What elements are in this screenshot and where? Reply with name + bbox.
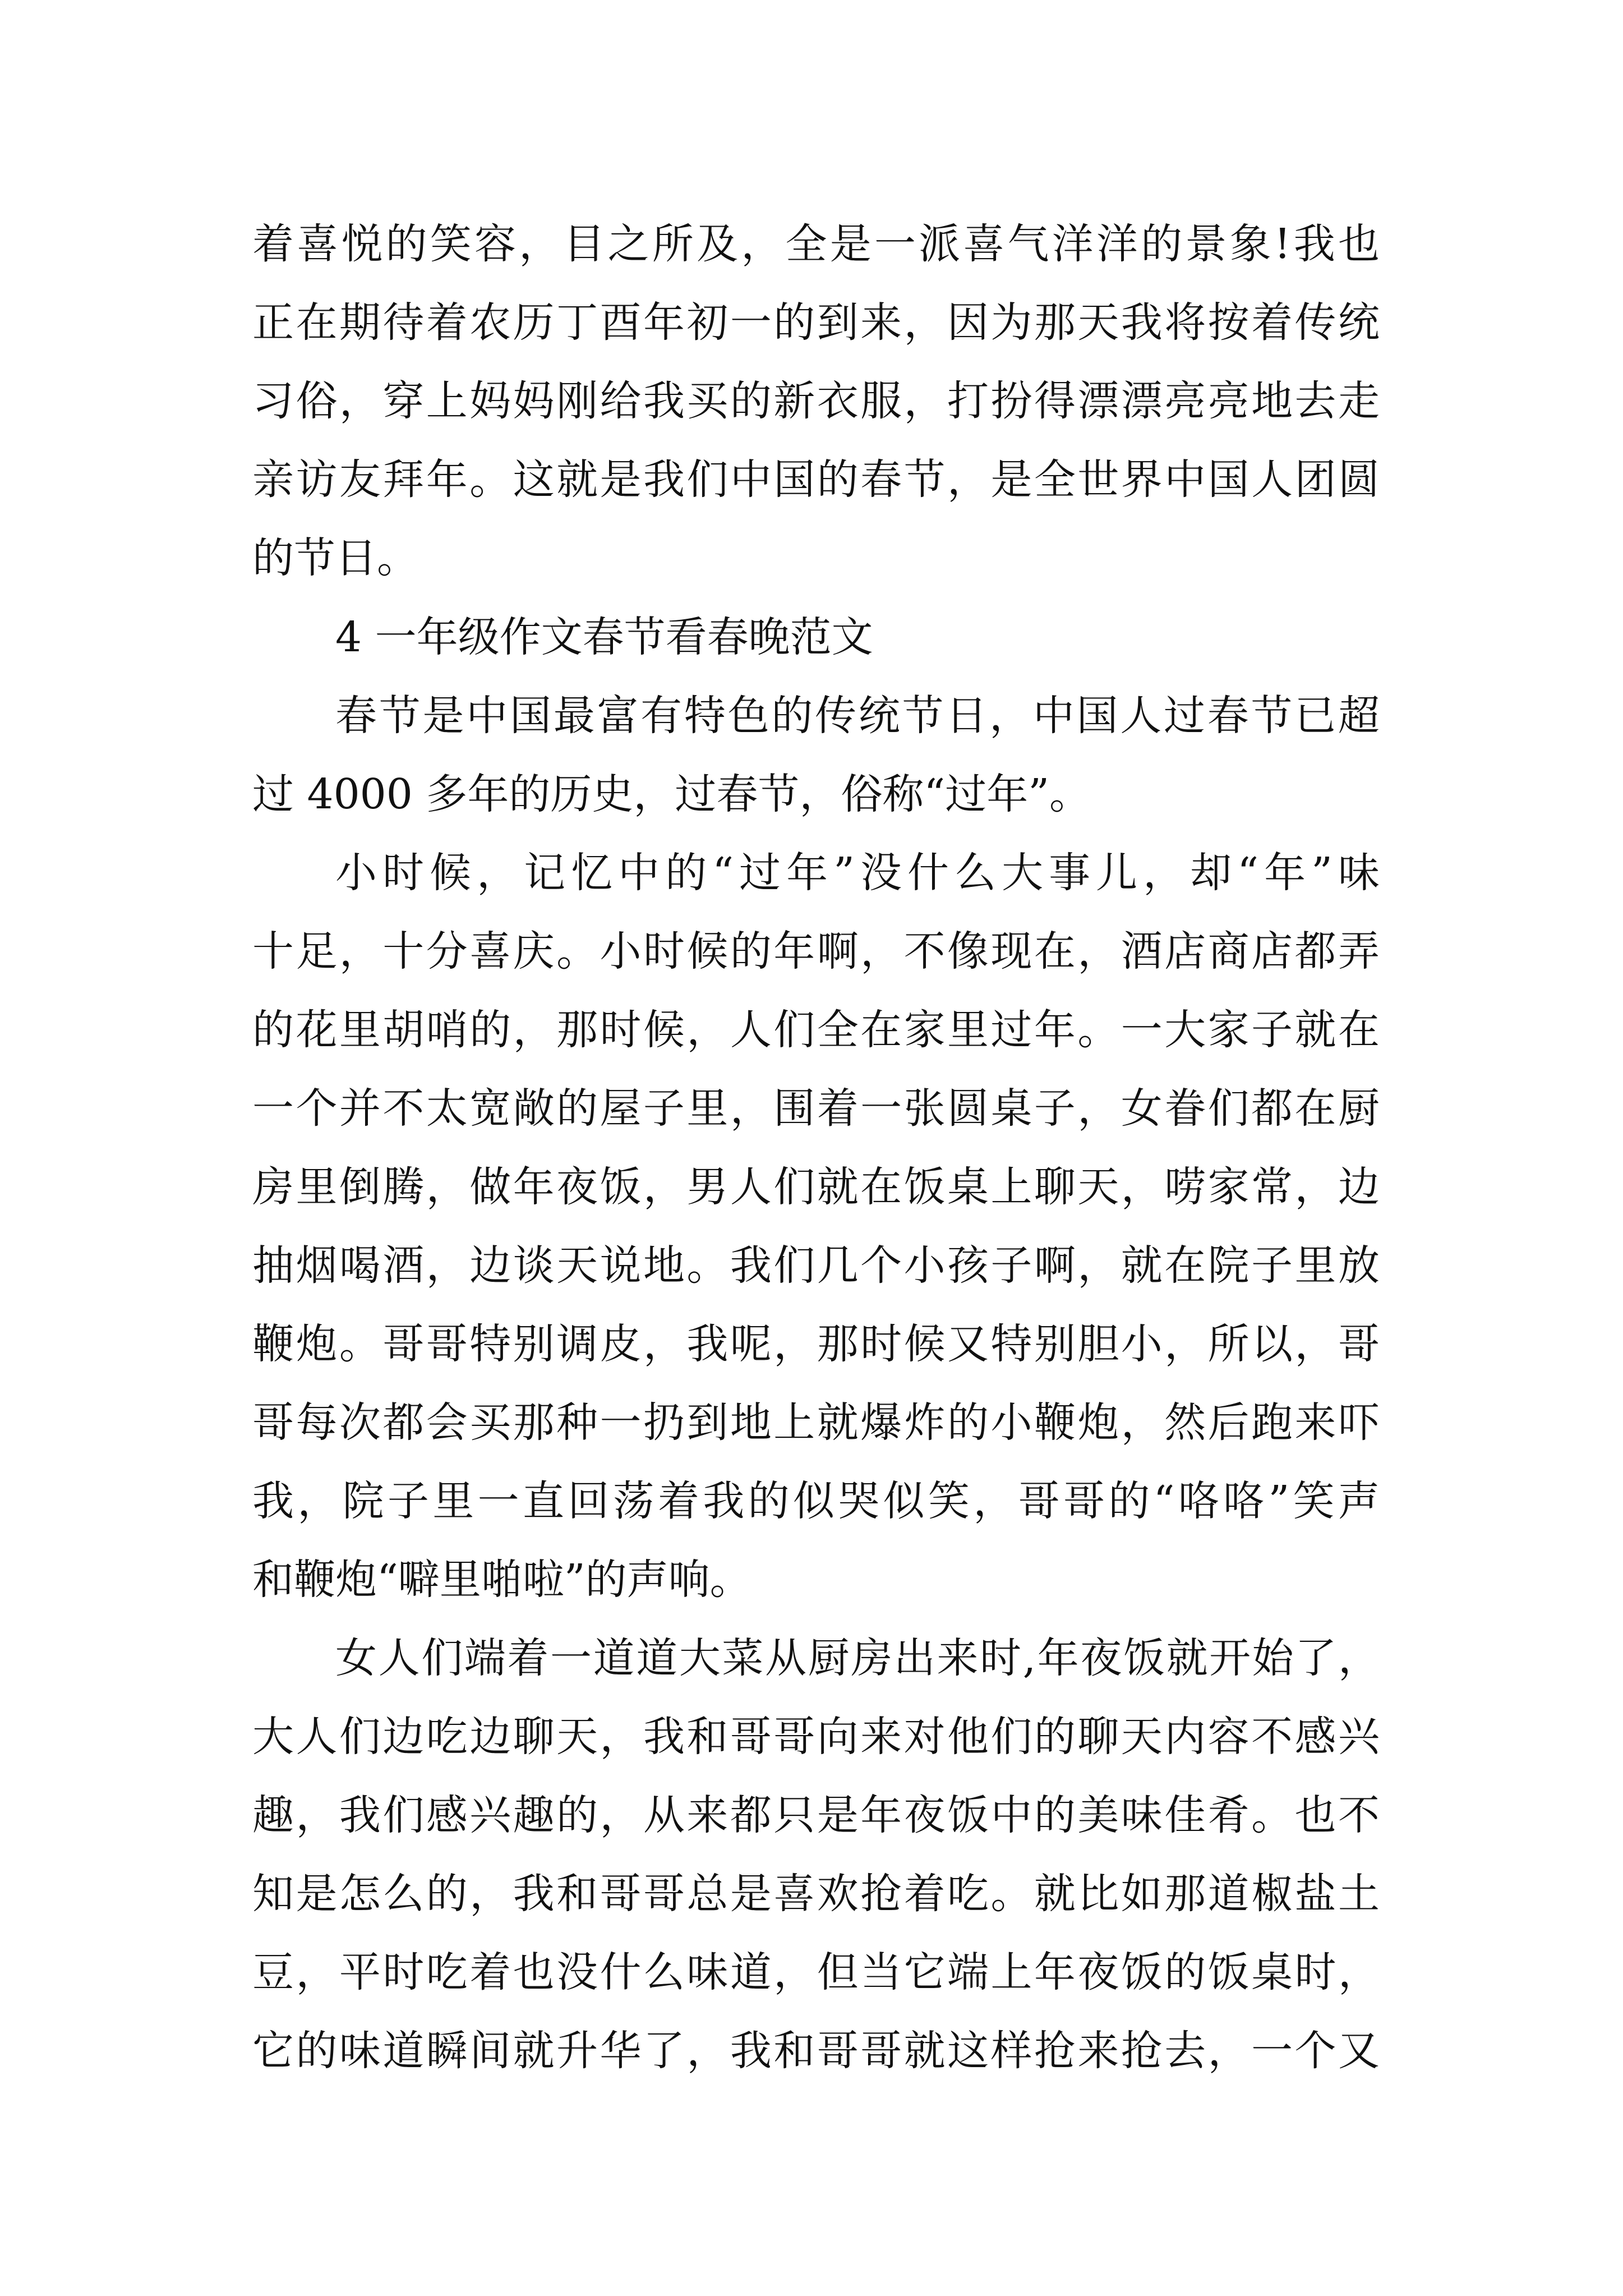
text-line: 过 4000 多年的历史，过春节，俗称“过年”。 <box>252 770 1091 818</box>
text-line: 它的味道瞬间就升华了，我和哥哥就这样抢来抢去，一个又 <box>252 2027 1380 2075</box>
text-line: 习俗，穿上妈妈刚给我买的新衣服，打扮得漂漂亮亮地去走 <box>252 377 1380 425</box>
text-line: 哥每次都会买那种一扔到地上就爆炸的小鞭炮，然后跑来吓 <box>252 1398 1380 1447</box>
text-line: 正在期待着农历丁酉年初一的到来，因为那天我将按着传统 <box>252 298 1380 347</box>
text-line: 春节是中国最富有特色的传统节日，中国人过春节已超 <box>335 692 1380 740</box>
text-line: 一个并不太宽敞的屋子里，围着一张圆桌子，女眷们都在厨 <box>252 1084 1380 1133</box>
text-line: 我，院子里一直回荡着我的似哭似笑，哥哥的“咯咯”笑声 <box>252 1477 1380 1525</box>
text-line: 抽烟喝酒，边谈天说地。我们几个小孩子啊，就在院子里放 <box>252 1241 1380 1290</box>
text-line: 的节日。 <box>252 534 418 582</box>
text-line: 鞭炮。哥哥特别调皮，我呢，那时候又特别胆小，所以，哥 <box>252 1320 1380 1368</box>
text-line: 亲访友拜年。这就是我们中国的春节，是全世界中国人团圆 <box>252 455 1380 504</box>
section-heading: 4 一年级作文春节看春晚范文 <box>335 613 873 661</box>
text-line: 女人们端着一道道大菜从厨房出来时,年夜饭就开始了， <box>335 1634 1380 1682</box>
text-line: 和鞭炮“噼里啪啦”的声响。 <box>252 1556 751 1604</box>
text-line: 豆，平时吃着也没什么味道，但当它端上年夜饭的饭桌时， <box>252 1948 1380 1996</box>
text-line: 小时候，记忆中的“过年”没什么大事儿，却“年”味 <box>335 849 1380 897</box>
text-line: 着喜悦的笑容，目之所及，全是一派喜气洋洋的景象!我也 <box>252 220 1380 268</box>
text-line: 趣，我们感兴趣的，从来都只是年夜饭中的美味佳肴。也不 <box>252 1791 1380 1839</box>
text-line: 的花里胡哨的，那时候，人们全在家里过年。一大家子就在 <box>252 1006 1380 1054</box>
text-line: 大人们边吃边聊天，我和哥哥向来对他们的聊天内容不感兴 <box>252 1713 1380 1761</box>
text-line: 十足，十分喜庆。小时候的年啊，不像现在，酒店商店都弄 <box>252 927 1380 976</box>
text-line: 房里倒腾，做年夜饭，男人们就在饭桌上聊天，唠家常，边 <box>252 1163 1380 1211</box>
text-line: 知是怎么的，我和哥哥总是喜欢抢着吃。就比如那道椒盐土 <box>252 1870 1380 1918</box>
